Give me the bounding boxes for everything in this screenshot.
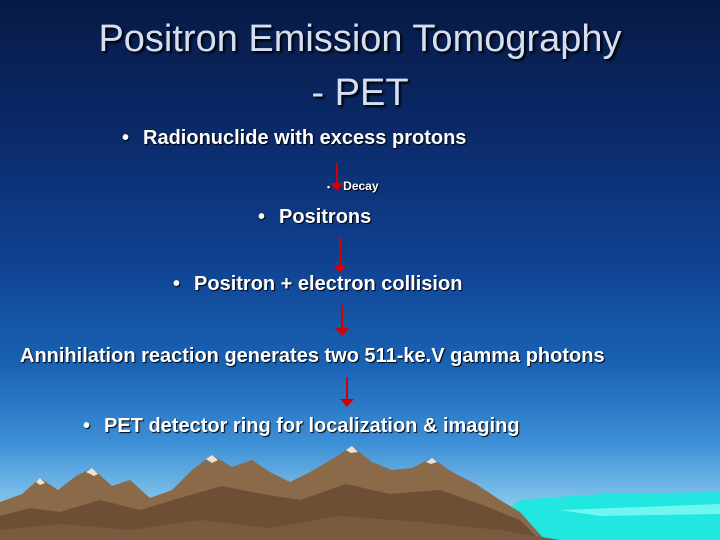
bullet: • — [122, 127, 130, 149]
arrow-down-icon — [340, 377, 354, 407]
step-label: Positrons — [279, 206, 372, 228]
arrow-down-icon — [330, 163, 344, 191]
decay-label: Decay — [343, 179, 379, 193]
step-label: Positron + electron collision — [194, 273, 463, 295]
step-annihilation — [20, 345, 605, 368]
step-positrons — [258, 206, 371, 229]
bullet: • — [258, 206, 266, 228]
step-detector — [83, 415, 520, 438]
slide-title: Positron Emission Tomography — [98, 18, 622, 60]
bullet: • — [327, 182, 331, 192]
step-radionuclide — [122, 127, 466, 150]
arrow-down-icon — [333, 237, 347, 273]
arrow-down-icon — [335, 306, 349, 336]
step-collision — [173, 273, 462, 296]
bullet: • — [173, 273, 181, 295]
step-label: PET detector ring for localization & imaging — [104, 415, 520, 437]
slide-title-line2: - PET — [311, 72, 409, 114]
step-label: Radionuclide with excess protons — [143, 127, 467, 149]
bullet: • — [83, 415, 91, 437]
step-label: Annihilation reaction generates two 511-ke.V gamma photons — [20, 345, 605, 367]
